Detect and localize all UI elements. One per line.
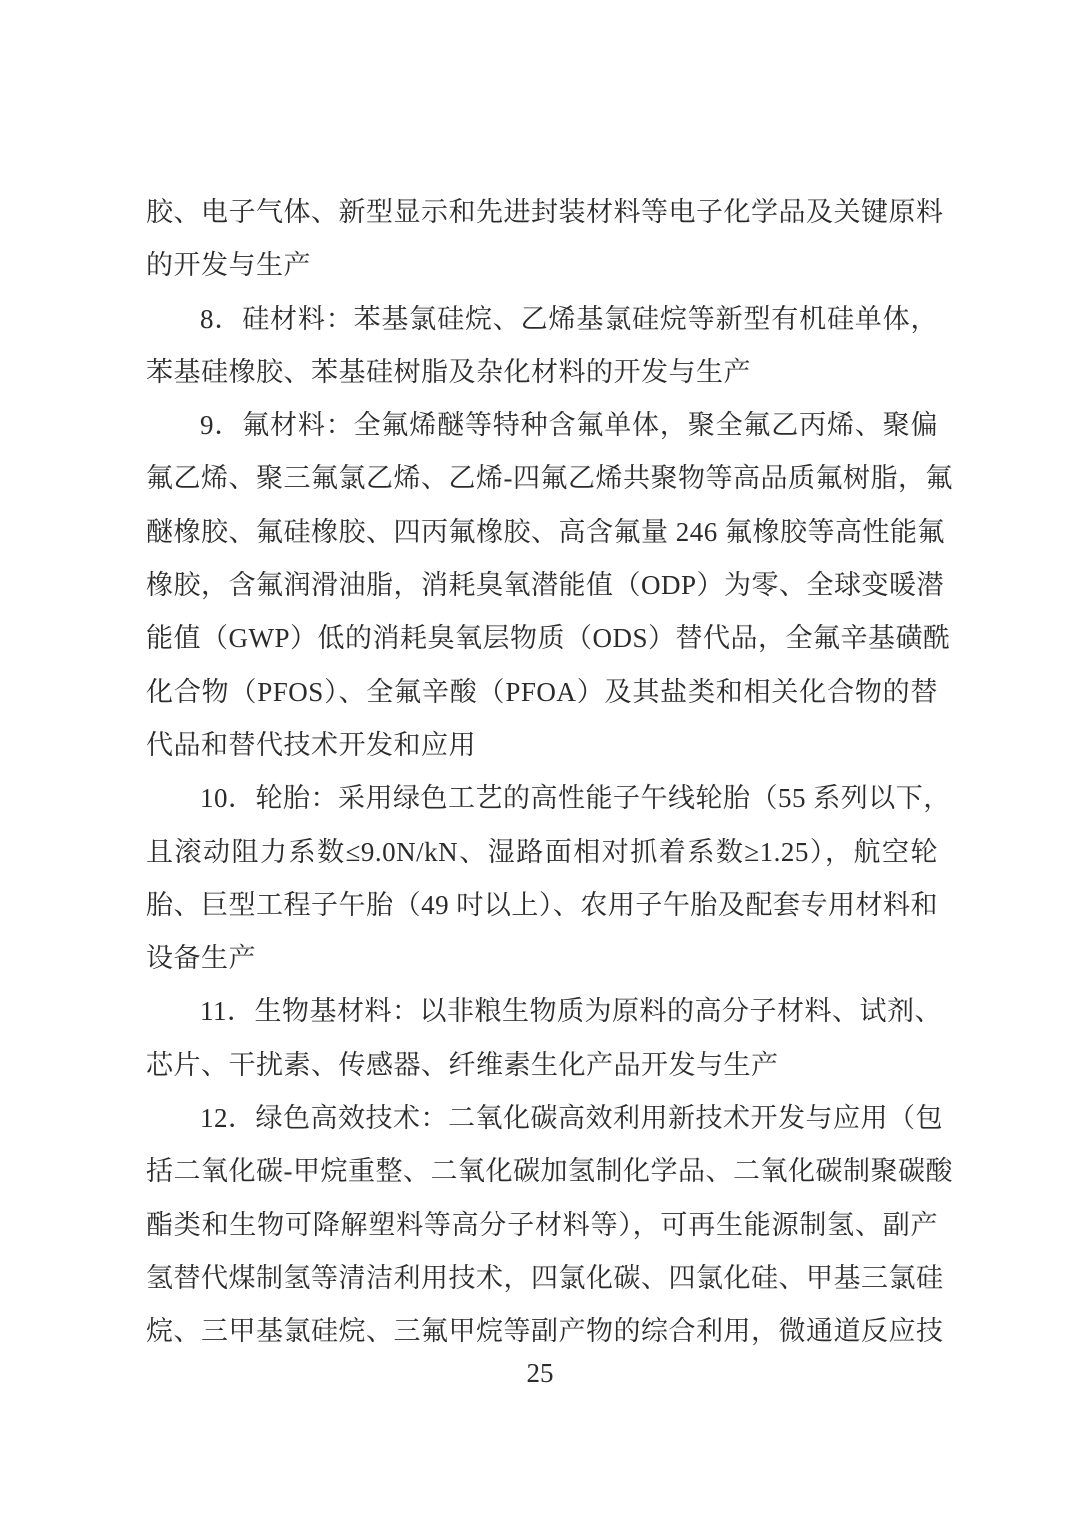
text-line: 括二氧化碳-甲烷重整、二氧化碳加氢制化学品、二氧化碳制聚碳酸 <box>146 1156 953 1187</box>
text-line: 胶、电子气体、新型显示和先进封装材料等电子化学品及关键原料 <box>146 197 944 227</box>
text-line: 胎、巨型工程子午胎（49 吋以上）、农用子午胎及配套专用材料和 <box>146 889 938 920</box>
text-line: 氟乙烯、聚三氟氯乙烯、乙烯-四氟乙烯共聚物等高品质氟树脂，氟 <box>146 463 953 494</box>
text-line: 能值（GWP）低的消耗臭氧层物质（ODS）替代品，全氟辛基磺酰 <box>146 623 951 654</box>
text-line: 芯片、干扰素、传感器、纤维素生化产品开发与生产 <box>146 1049 779 1080</box>
text-line: 氢替代煤制氢等清洁利用技术，四氯化碳、四氯化硅、甲基三氯硅 <box>146 1262 944 1293</box>
text-line: 烷、三甲基氯硅烷、三氟甲烷等副产物的综合利用，微通道反应技 <box>146 1316 944 1347</box>
text-line-item-8-start: 8．硅材料：苯基氯硅烷、乙烯基氯硅烷等新型有机硅单体， <box>200 303 938 334</box>
text-line: 醚橡胶、氟硅橡胶、四丙氟橡胶、高含氟量 246 氟橡胶等高性能氟 <box>146 516 945 547</box>
text-line-item-10-start: 10．轮胎：采用绿色工艺的高性能子午线轮胎（55 系列以下， <box>200 783 951 814</box>
text-line: 代品和替代技术开发和应用 <box>146 729 476 760</box>
text-line-item-11-start: 11．生物基材料：以非粮生物质为原料的高分子材料、试剂、 <box>200 996 942 1027</box>
text-line: 设备生产 <box>146 943 256 974</box>
text-line: 苯基硅橡胶、苯基硅树脂及杂化材料的开发与生产 <box>146 356 751 387</box>
text-line: 且滚动阻力系数≤9.0N/kN、湿路面相对抓着系数≥1.25），航空轮 <box>146 836 938 867</box>
text-line: 化合物（PFOS）、全氟辛酸（PFOA）及其盐类和相关化合物的替 <box>146 676 938 707</box>
text-line-item-9-start: 9．氟材料：全氟烯醚等特种含氟单体，聚全氟乙丙烯、聚偏 <box>200 410 938 441</box>
text-block <box>146 186 953 1359</box>
page-number: 25 <box>526 1358 554 1388</box>
text-line-item-12-start: 12．绿色高效技术：二氧化碳高效利用新技术开发与应用（包 <box>200 1103 943 1134</box>
text-line: 的开发与生产 <box>146 250 311 281</box>
text-line: 橡胶，含氟润滑油脂，消耗臭氧潜能值（ODP）为零、全球变暖潜 <box>146 570 945 601</box>
text-line: 酯类和生物可降解塑料等高分子材料等），可再生能源制氢、副产 <box>146 1209 938 1240</box>
